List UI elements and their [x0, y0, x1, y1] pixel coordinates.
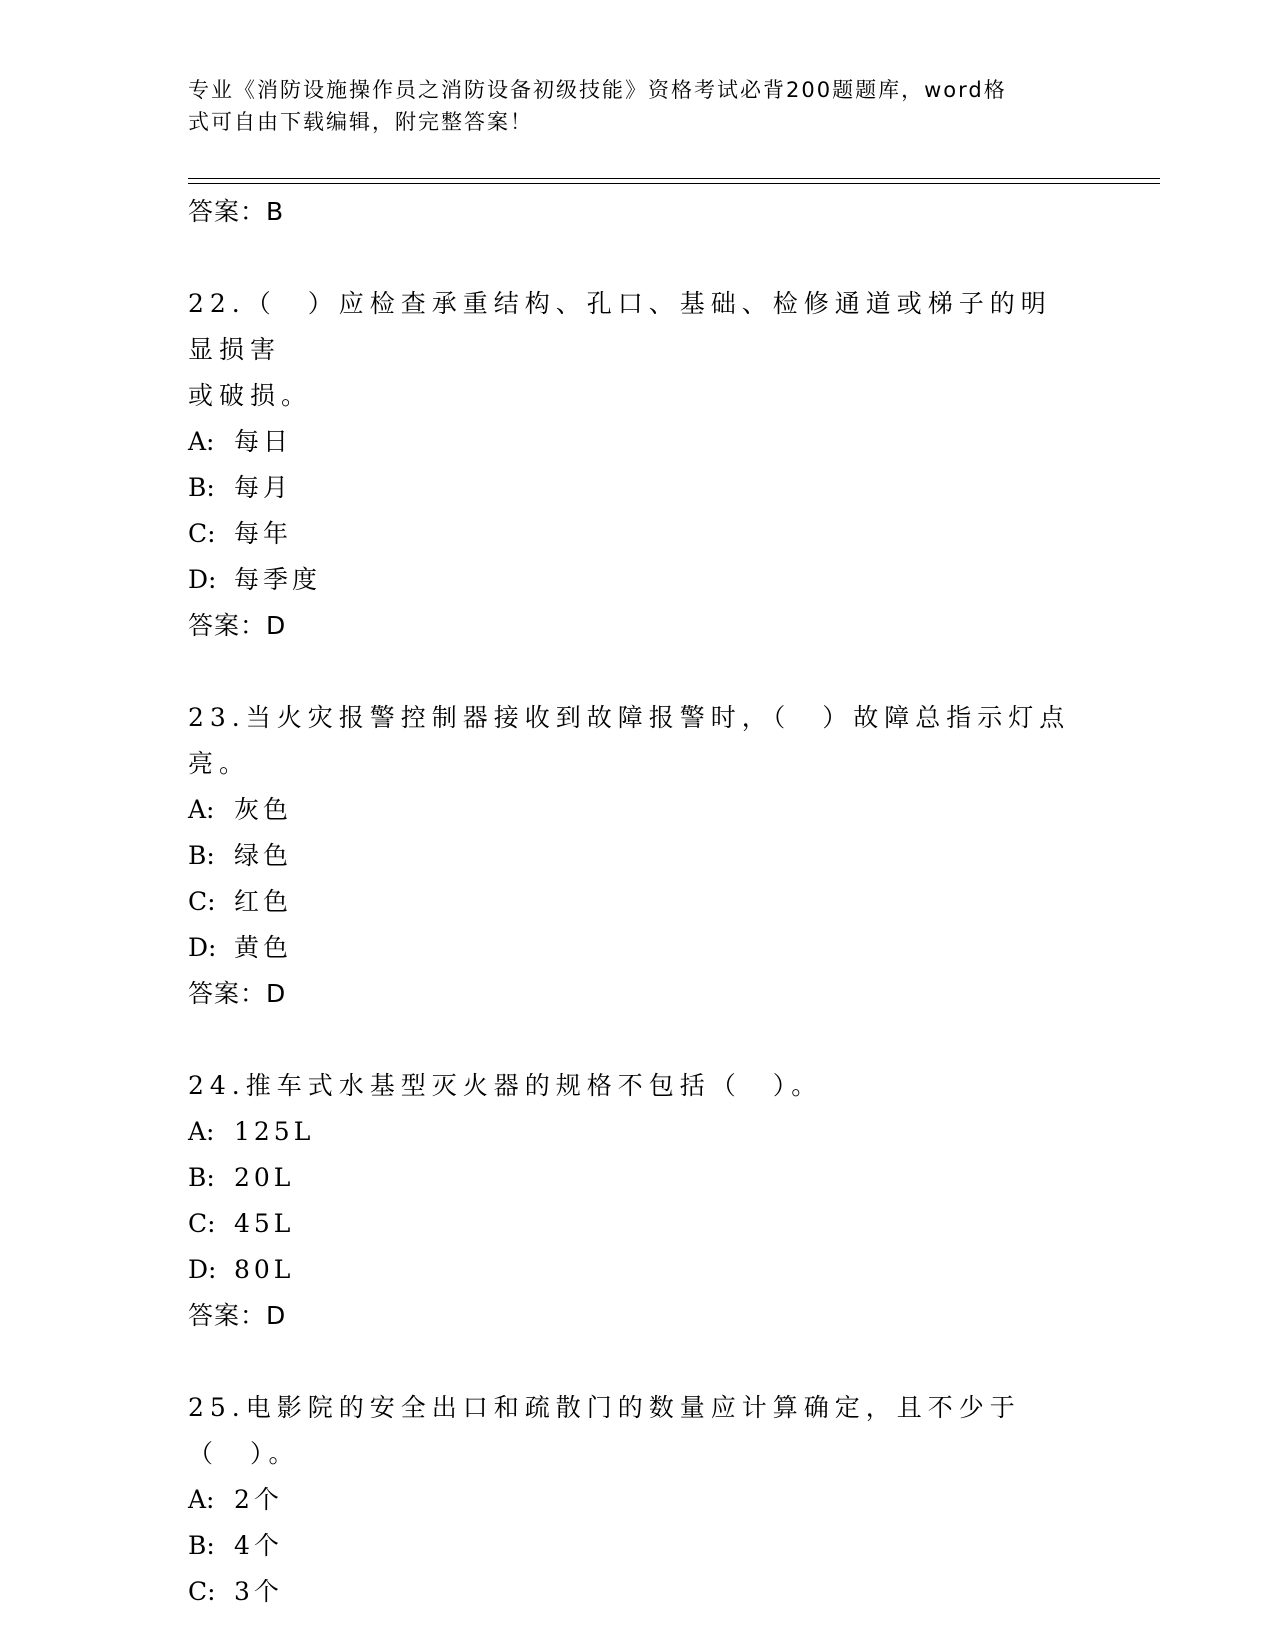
option-b — [188, 1523, 1088, 1569]
option-c — [188, 879, 1088, 925]
option-letter: A: — [188, 427, 215, 456]
previous-answer: 答案：B — [188, 197, 285, 226]
spacer — [188, 235, 1088, 281]
option-b — [188, 1155, 1088, 1201]
question-stem-line-1: 23.当火灾报警控制器接收到故障报警时，（ ）故障总指示灯点亮。 — [188, 703, 1071, 778]
option-d — [188, 557, 1088, 603]
question-list — [188, 189, 1088, 1615]
option-letter: B: — [188, 1531, 215, 1560]
question-stem-line-1: 24.推车式水基型灭火器的规格不包括（ ）。 — [188, 1071, 823, 1100]
header-divider-top — [188, 178, 1160, 179]
option-c — [188, 1201, 1088, 1247]
header-divider-bottom — [188, 183, 1160, 184]
question-answer: 答案：D — [188, 611, 287, 640]
option-text: 20L — [234, 1163, 295, 1192]
question-answer: 答案：D — [188, 1301, 287, 1330]
option-text: 每日 — [234, 427, 293, 456]
option-letter: C: — [188, 1577, 216, 1606]
option-c — [188, 1569, 1088, 1615]
page-header — [188, 74, 1068, 138]
option-a — [188, 419, 1088, 465]
option-letter: A: — [188, 1485, 215, 1514]
option-text: 3个 — [234, 1577, 283, 1606]
spacer — [188, 1339, 1088, 1385]
option-letter: B: — [188, 841, 215, 870]
option-text: 2个 — [234, 1485, 283, 1514]
option-text: 80L — [234, 1255, 295, 1284]
option-b — [188, 465, 1088, 511]
question-stem — [188, 1385, 1078, 1477]
header-line-1: 专业《消防设施操作员之消防设备初级技能》资格考试必背200题题库，word格 — [188, 78, 1007, 102]
question-stem-line-1: 25.电影院的安全出口和疏散门的数量应计算确定，且不少于（ ）。 — [188, 1393, 1021, 1468]
option-letter: B: — [188, 473, 215, 502]
question-stem — [188, 1063, 1078, 1109]
header-line-2: 式可自由下载编辑，附完整答案！ — [188, 110, 533, 134]
option-letter: C: — [188, 1209, 216, 1238]
option-letter: B: — [188, 1163, 215, 1192]
option-text: 黄色 — [234, 933, 293, 962]
question-stem-line-1: 22.（ ）应检查承重结构、孔口、基础、检修通道或梯子的明显损害 — [188, 289, 1052, 364]
option-a — [188, 1109, 1088, 1155]
question-stem-line-2: 或破损。 — [188, 381, 313, 410]
option-text: 红色 — [234, 887, 293, 916]
option-b — [188, 833, 1088, 879]
option-a — [188, 1477, 1088, 1523]
question-22 — [188, 281, 1088, 649]
question-answer: 答案：D — [188, 979, 287, 1008]
option-d — [188, 1247, 1088, 1293]
question-stem — [188, 695, 1078, 787]
option-letter: D: — [188, 933, 217, 962]
option-text: 绿色 — [234, 841, 293, 870]
option-letter: A: — [188, 795, 215, 824]
option-text: 4个 — [234, 1531, 283, 1560]
option-text: 每月 — [234, 473, 293, 502]
option-letter: C: — [188, 887, 216, 916]
spacer — [188, 649, 1088, 695]
question-25 — [188, 1385, 1088, 1615]
option-a — [188, 787, 1088, 833]
option-text: 125L — [234, 1117, 315, 1146]
question-stem — [188, 281, 1078, 419]
question-23 — [188, 695, 1088, 1017]
option-text: 每季度 — [234, 565, 322, 594]
question-24 — [188, 1063, 1088, 1339]
option-letter: D: — [188, 565, 217, 594]
option-c — [188, 511, 1088, 557]
spacer — [188, 1017, 1088, 1063]
option-text: 45L — [234, 1209, 295, 1238]
option-d — [188, 925, 1088, 971]
option-letter: A: — [188, 1117, 215, 1146]
option-text: 每年 — [234, 519, 293, 548]
option-letter: D: — [188, 1255, 217, 1284]
option-letter: C: — [188, 519, 216, 548]
option-text: 灰色 — [234, 795, 293, 824]
